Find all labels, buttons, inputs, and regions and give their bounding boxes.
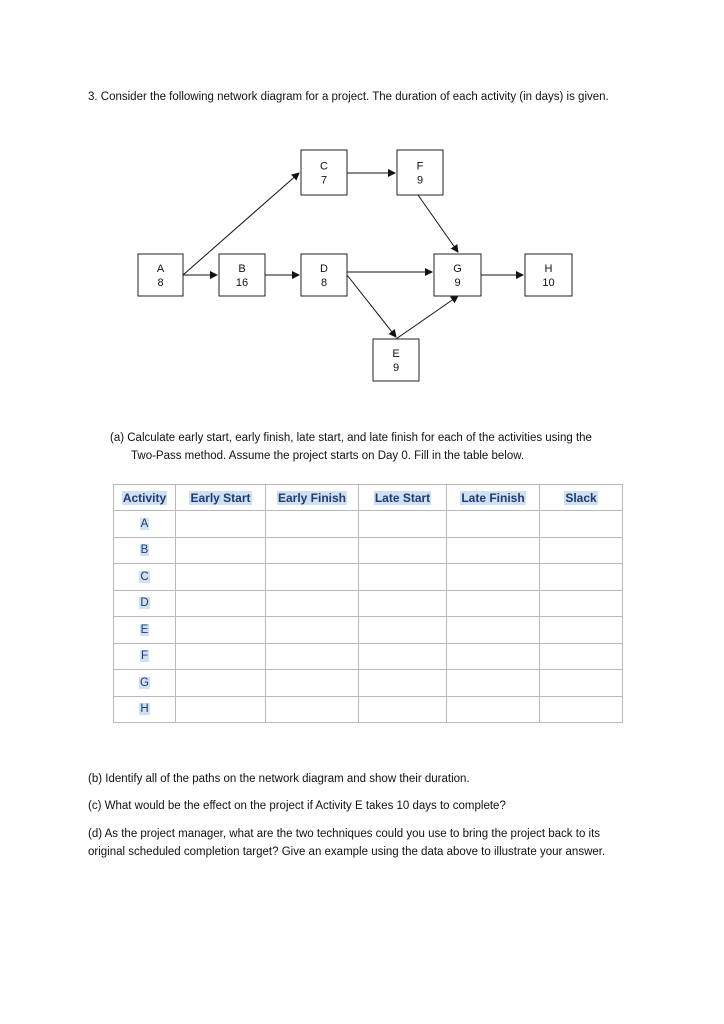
node-label: H: [544, 263, 553, 275]
header-late-start: Late Start: [359, 485, 447, 511]
activity-cell: C: [114, 564, 176, 591]
early-finish-cell[interactable]: [266, 617, 359, 644]
header-early-start: Early Start: [176, 485, 266, 511]
part-a-text: [110, 429, 640, 465]
part-c-text: (c) What would be the effect on the project if Activity E takes 10 days to complete?: [88, 800, 506, 812]
table-row: [114, 590, 623, 617]
node-label: A: [156, 263, 165, 275]
node-duration: 7: [320, 174, 328, 187]
table-row: [114, 537, 623, 564]
node-label: E: [392, 348, 400, 360]
node-duration: 9: [454, 277, 461, 289]
slack-cell[interactable]: [540, 696, 623, 723]
node-box: [373, 339, 419, 381]
activity-node-e: [373, 339, 419, 381]
activity-cell: D: [114, 590, 176, 617]
node-duration: 9: [416, 174, 424, 187]
header-slack: Slack: [540, 485, 623, 511]
early-start-cell[interactable]: [176, 643, 266, 670]
node-label: D: [320, 263, 328, 275]
early-start-cell[interactable]: [176, 670, 266, 697]
early-finish-cell[interactable]: [266, 511, 359, 538]
table-row: [114, 670, 623, 697]
node-box: [138, 254, 183, 296]
late-finish-cell[interactable]: [447, 590, 540, 617]
early-finish-cell[interactable]: [266, 643, 359, 670]
activity-node-c: [301, 150, 347, 195]
part-d-text: (d) As the project manager, what are the two techniques could you use to bring the project back to its original scheduled completion target? Give an example using the data above to illustrate your answer.: [88, 828, 606, 858]
early-start-cell[interactable]: [176, 696, 266, 723]
node-duration: 16: [235, 277, 249, 289]
node-box: [301, 150, 347, 195]
late-start-cell[interactable]: [359, 670, 447, 697]
early-finish-cell[interactable]: [266, 537, 359, 564]
late-finish-cell[interactable]: [447, 643, 540, 670]
node-duration: 9: [392, 362, 400, 374]
node-label: G: [453, 263, 462, 275]
node-box: [219, 254, 265, 296]
header-early-finish: Early Finish: [266, 485, 359, 511]
activity-cell: B: [114, 537, 176, 564]
table-header-row: [114, 485, 623, 511]
early-finish-cell[interactable]: [266, 564, 359, 591]
early-start-cell[interactable]: [176, 511, 266, 538]
header-late-finish: Late Finish: [447, 485, 540, 511]
early-finish-cell[interactable]: [266, 590, 359, 617]
activity-cell: H: [114, 696, 176, 723]
arrow-e-to-g: [396, 296, 458, 339]
activity-cell: A: [114, 511, 176, 538]
activity-cell: E: [114, 617, 176, 644]
node-box: [301, 254, 347, 296]
late-finish-cell[interactable]: [447, 696, 540, 723]
arrow-f-to-g: [418, 195, 458, 252]
schedule-table: [113, 484, 623, 723]
node-label: B: [238, 263, 246, 275]
early-finish-cell[interactable]: [266, 696, 359, 723]
late-start-cell[interactable]: [359, 564, 447, 591]
table-row: [114, 564, 623, 591]
table-row: [114, 643, 623, 670]
activity-node-f: [397, 150, 443, 195]
early-finish-cell[interactable]: [266, 670, 359, 697]
slack-cell[interactable]: [540, 670, 623, 697]
late-start-cell[interactable]: [359, 511, 447, 538]
part-a-line1: (a) Calculate early start, early finish, late start, and late finish for each of the activities using the: [110, 432, 592, 444]
table-row: [114, 617, 623, 644]
arrow-d-to-e: [347, 275, 396, 337]
node-box: [397, 150, 443, 195]
late-start-cell[interactable]: [359, 590, 447, 617]
part-b-text: (b) Identify all of the paths on the network diagram and show their duration.: [88, 773, 470, 785]
network-diagram: [0, 0, 724, 400]
node-duration: 8: [157, 277, 164, 289]
node-label: C: [320, 160, 328, 173]
late-finish-cell[interactable]: [447, 617, 540, 644]
activity-cell: F: [114, 643, 176, 670]
header-activity: Activity: [114, 485, 176, 511]
late-start-cell[interactable]: [359, 537, 447, 564]
late-finish-cell[interactable]: [447, 670, 540, 697]
slack-cell[interactable]: [540, 617, 623, 644]
early-start-cell[interactable]: [176, 564, 266, 591]
node-duration: 10: [542, 277, 555, 289]
activity-node-b: [219, 254, 265, 296]
table-row: [114, 511, 623, 538]
node-label: F: [416, 160, 424, 173]
early-start-cell[interactable]: [176, 590, 266, 617]
node-duration: 8: [320, 277, 328, 289]
late-start-cell[interactable]: [359, 696, 447, 723]
activity-cell: G: [114, 670, 176, 697]
table-row: [114, 696, 623, 723]
activity-node-d: [301, 254, 347, 296]
part-a-line2: Two-Pass method. Assume the project starts on Day 0. Fill in the table below.: [131, 450, 525, 462]
early-start-cell[interactable]: [176, 617, 266, 644]
question-intro: 3. Consider the following network diagram for a project. The duration of each activity (in days) is given.: [88, 91, 609, 103]
slack-cell[interactable]: [540, 564, 623, 591]
slack-cell[interactable]: [540, 590, 623, 617]
node-box: [434, 254, 481, 296]
activity-node-g: [434, 254, 481, 296]
late-start-cell[interactable]: [359, 617, 447, 644]
activity-node-a: [138, 254, 183, 296]
node-box: [525, 254, 572, 296]
late-finish-cell[interactable]: [447, 537, 540, 564]
activity-node-h: [525, 254, 572, 296]
late-start-cell[interactable]: [359, 643, 447, 670]
late-finish-cell[interactable]: [447, 564, 540, 591]
slack-cell[interactable]: [540, 537, 623, 564]
slack-cell[interactable]: [540, 643, 623, 670]
slack-cell[interactable]: [540, 511, 623, 538]
late-finish-cell[interactable]: [447, 511, 540, 538]
early-start-cell[interactable]: [176, 537, 266, 564]
